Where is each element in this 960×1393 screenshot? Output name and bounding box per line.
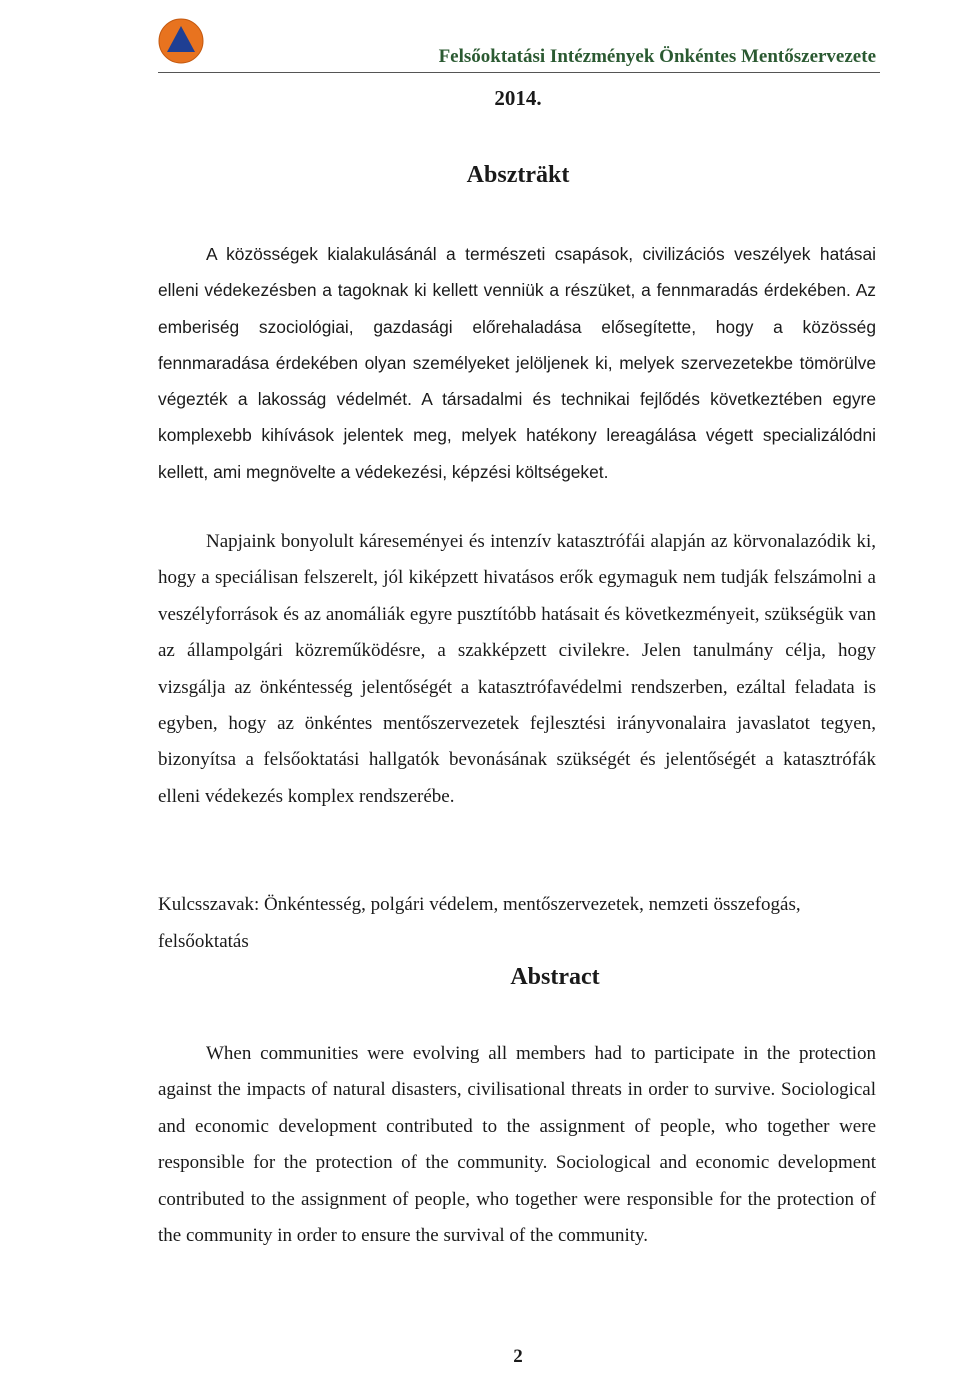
abstract-hu-paragraph-1 (158, 236, 876, 490)
abstract-en-title: Abstract (510, 964, 600, 990)
abstract-hu-title: Abszträkt (466, 162, 570, 188)
page-number: 2 (513, 1346, 523, 1367)
keywords: Kulcsszavak: Önkéntesség, polgári védelem, mentőszervezetek, nemzeti összefogás, felsőoktatás (158, 894, 801, 952)
abstract-hu-paragraph-2 (158, 524, 876, 815)
civil-defence-triangle-icon (158, 18, 204, 64)
abstract-en-paragraph-text: When communities were evolving all members had to participate in the protection against the impacts of natural disasters, civilisational threats in order to survive. Sociological and economic development contributed to the assignment of people, who together were responsible for the protection of the community. Sociological and economic development contributed to the assignment of people, who together were responsible for the protection of the community in order to ensure the survival of the community. (158, 1043, 876, 1247)
header-divider (158, 72, 880, 73)
abstract-en-paragraph (158, 1036, 876, 1254)
organization-name: Felsőoktatási Intézmények Önkéntes Mentőszervezete (438, 46, 876, 67)
abstract-hu-paragraph-2-text: Napjaink bonyolult káreseményei és intenzív katasztrófái alapján az körvonalazódik ki, hogy a speciálisan felszerelt, jól kiképzett hivatásos erők egymaguk nem tudják felszámolni a veszélyforrások és az anomáliák egyre pusztítóbb hatásait és következményeit, szükségük van az állampolgári közreműködésre, a szakképzett civilekre. Jelen tanulmány célja, hogy vizsgálja az önkéntesség jelentőségét a katasztrófavédelmi rendszerben, ezáltal feladata is egyben, hogy az önkéntes mentőszervezetek fejlesztési irányvonalaira javaslatot tegyen, bizonyítsa a felsőoktatási hallgatók bevonásának szükségét és jelentőségét a katasztrófák elleni védekezés komplex rendszerébe. (158, 531, 876, 807)
abstract-hu-paragraph-1-text: A közösségek kialakulásánál a természeti csapások, civilizációs veszélyek hatásai elleni védekezésben a tagoknak ki kellett venniük a részüket, a fennmaradás érdekében. Az emberiség szociológiai, gazdasági előrehaladása elősegítette, hogy a közösség fennmaradása érdekében olyan személyeket jelöljenek ki, melyek szervezetekbe tömörülve végezték a lakosság védelmét. A társadalmi és technikai fejlődés következtében egyre komplexebb kihívások jelentek meg, melyek hatékony lereagálása végett specializálódni kellett, ami megnövelte a védekezési, képzési költségeket. (158, 244, 876, 482)
year: 2014. (494, 86, 542, 110)
